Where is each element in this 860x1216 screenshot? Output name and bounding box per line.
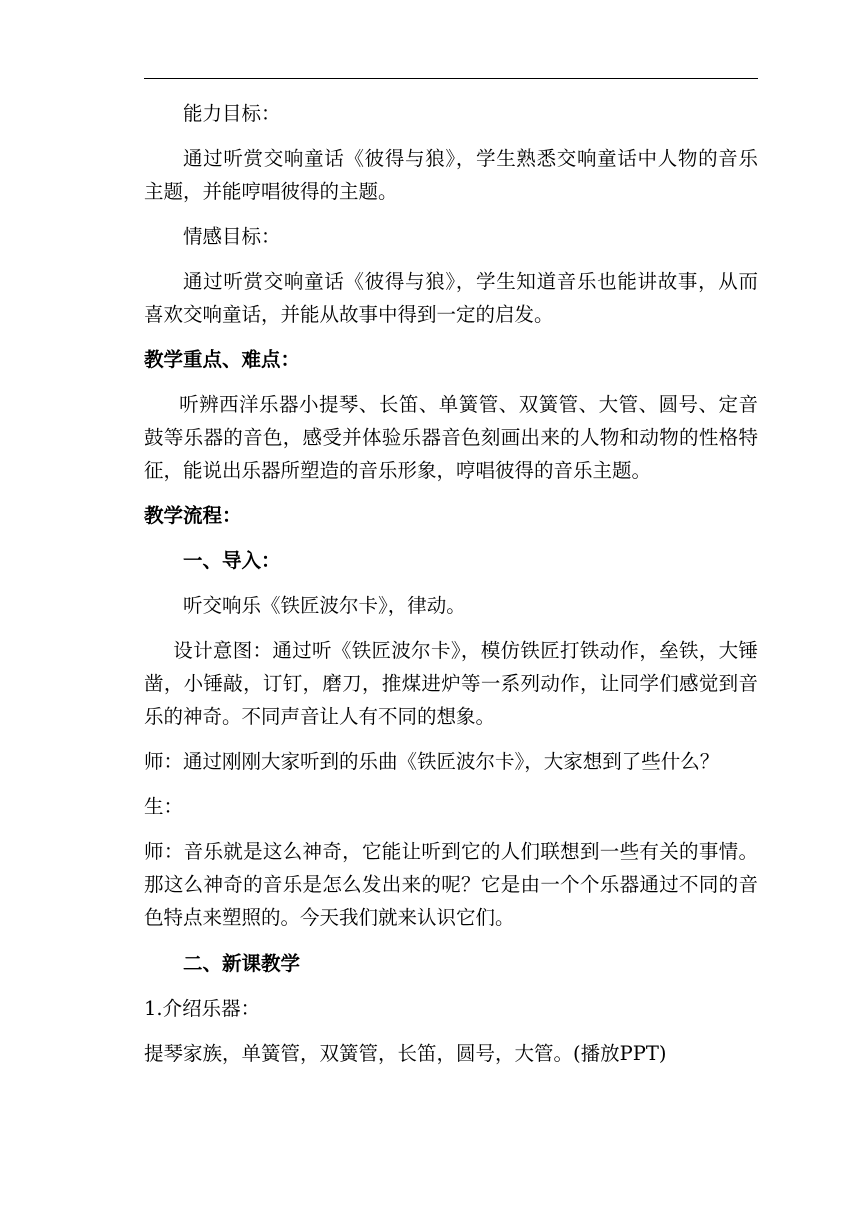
teacher-question: 师：通过刚刚大家听到的乐曲《铁匠波尔卡》，大家想到了些什么？ bbox=[144, 750, 720, 773]
document-body bbox=[144, 97, 758, 1070]
section2-heading: 二、新课教学 bbox=[183, 952, 301, 975]
student-answer: 生： bbox=[144, 795, 184, 818]
ability-heading: 能力目标： bbox=[183, 102, 281, 125]
section1-text: 听交响乐《铁匠波尔卡》，律动。 bbox=[183, 594, 466, 617]
section1-heading: 一、导入： bbox=[183, 549, 281, 572]
key-points-heading: 教学重点、难点： bbox=[144, 348, 301, 371]
instruments-text: 提琴家族，单簧管，双簧管，长笛，圆号，大管。(播放PPT) bbox=[144, 1042, 667, 1065]
key-points-text: 听辨西洋乐器小提琴、长笛、单簧管、双簧管、大管、圆号、定音鼓等乐器的音色，感受并体验乐器音色刻画出来的人物和动物的性格特征，能说出乐器所塑造的音乐形象，哼唱彼得的音乐主题。 bbox=[144, 393, 758, 482]
design-intent-text: 设计意图：通过听《铁匠波尔卡》，模仿铁匠打铁动作，垒铁，大锤凿，小锤敲，订钉，磨刀，推煤进炉等一系列动作，让同学们感觉到音乐的神奇。不同声音让人有不同的想象。 bbox=[144, 639, 758, 728]
flow-heading: 教学流程： bbox=[144, 504, 242, 527]
teacher-explanation: 师：音乐就是这么神奇，它能让听到它的人们联想到一些有关的事情。那这么神奇的音乐是怎么发出来的呢？它是由一个个乐器通过不同的音色特点来塑照的。今天我们就来认识它们。 bbox=[144, 840, 758, 929]
emotion-heading: 情感目标： bbox=[183, 225, 281, 248]
ability-text: 通过听赏交响童话《彼得与狼》，学生熟悉交响童话中人物的音乐主题，并能哼唱彼得的主题。 bbox=[144, 147, 758, 203]
header-rule bbox=[144, 78, 758, 79]
item1-heading: 1.介绍乐器： bbox=[144, 997, 261, 1020]
emotion-text: 通过听赏交响童话《彼得与狼》，学生知道音乐也能讲故事，从而喜欢交响童话，并能从故事中得到一定的启发。 bbox=[144, 270, 758, 326]
